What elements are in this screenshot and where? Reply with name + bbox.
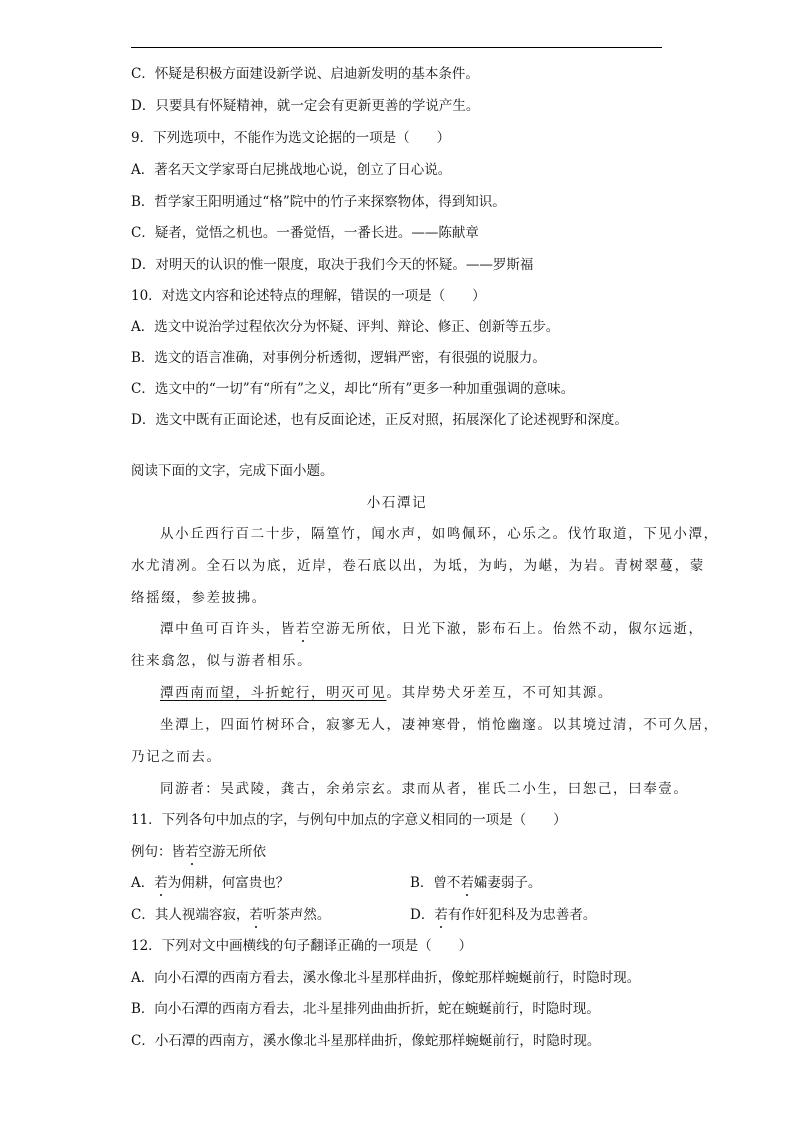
passage-p4-line1: 坐潭上，四面竹树环合，寂寥无人，凄神寒骨，悄怆幽邃。以其境过清，不可久居， bbox=[160, 717, 719, 733]
dotted-char: 若 bbox=[434, 907, 448, 923]
q8-option-c: C．怀疑是积极方面建设新学说、启迪新发明的基本条件。 bbox=[131, 66, 479, 82]
q11-example: 例句：皆若空游无所依 bbox=[131, 844, 266, 860]
passage-p1-line1: 从小丘西行百二十步，隔篁竹，闻水声，如鸣佩环，心乐之。伐竹取道，下见小潭， bbox=[160, 526, 719, 542]
q9-option-c: C．疑者，觉悟之机也。一番觉悟，一番长进。——陈献章 bbox=[131, 225, 479, 241]
q9-stem: 9．下列选项中，不能作为选文论据的一项是（ ） bbox=[131, 130, 451, 146]
q10-option-c: C．选文中的“一切”有“所有”之义，却比“所有”更多一种加重强调的意味。 bbox=[131, 381, 575, 397]
q10-option-a: A．选文中说治学过程依次分为怀疑、评判、辩论、修正、创新等五步。 bbox=[131, 319, 560, 335]
q8-option-d: D．只要具有怀疑精神，就一定会有更新更善的学说产生。 bbox=[131, 98, 480, 114]
passage-p3: 潭西南而望，斗折蛇行，明灭可见。其岸势犬牙差互，不可知其源。 bbox=[160, 685, 613, 701]
header-rule bbox=[131, 47, 662, 48]
underlined-sentence: 潭西南而望，斗折蛇行，明灭可见 bbox=[160, 685, 387, 701]
q12-stem: 12．下列对文中画横线的句子翻译正确的一项是（ ） bbox=[131, 938, 473, 954]
passage-p1-line3: 络摇缀，参差披拂。 bbox=[131, 590, 267, 606]
q12-option-c: C．小石潭的西南方，溪水像北斗星那样曲折，像蛇那样蜿蜒前行，时隐时现。 bbox=[131, 1033, 601, 1049]
q10-option-d: D．选文中既有正面论述，也有反面论述，正反对照，拓展深化了论述视野和深度。 bbox=[131, 412, 628, 428]
q11-option-c: C．其人视端容寂，若听茶声然。 bbox=[131, 907, 331, 923]
dotted-char: 若 bbox=[185, 844, 199, 860]
q11-stem: 11．下列各句中加点的字，与例句中加点的字意义相同的一项是（ ） bbox=[131, 812, 567, 828]
passage-title: 小石潭记 bbox=[366, 495, 428, 511]
passage-p4-line2: 乃记之而去。 bbox=[131, 749, 222, 765]
q12-option-b: B．向小石潭的西南方看去，北斗星排列曲曲折折，蛇在蜿蜒前行，时隐时现。 bbox=[131, 1001, 600, 1017]
q10-stem: 10．对选文内容和论述特点的理解，错误的一项是（ ） bbox=[131, 288, 486, 304]
dotted-char: 若 bbox=[460, 875, 474, 891]
q9-option-b: B．哲学家王阳明通过“格”院中的竹子来探察物体，得到知识。 bbox=[131, 194, 506, 210]
passage-p2-line1: 潭中鱼可百许头，皆若空游无所依，日光下澈，影布石上。佁然不动，俶尔远逝， bbox=[160, 621, 704, 637]
q11-option-d: D．若有作奸犯科及为忠善者。 bbox=[410, 907, 597, 923]
q11-option-b: B．曾不若孀妻弱子。 bbox=[410, 875, 542, 891]
dotted-char: 若 bbox=[295, 621, 312, 637]
q10-option-b: B．选文的语言准确，对事例分析透彻，逻辑严密，有很强的说服力。 bbox=[131, 350, 546, 366]
passage-p5: 同游者：吴武陵，龚古，余弟宗玄。隶而从者，崔氏二小生，曰恕己，曰奉壹。 bbox=[160, 781, 689, 797]
q12-option-a: A．向小石潭的西南方看去，溪水像北斗星那样曲折，像蛇那样蜿蜒前行，时隐时现。 bbox=[131, 970, 641, 986]
passage-p2-line2: 往来翕忽，似与游者相乐。 bbox=[131, 653, 313, 669]
dotted-char: 若 bbox=[249, 907, 263, 923]
passage-p1-line2: 水尤清冽。全石以为底，近岸，卷石底以出，为坻，为屿，为嵁，为岩。青树翠蔓，蒙 bbox=[131, 558, 705, 574]
dotted-char: 若 bbox=[154, 875, 168, 891]
reading-intro: 阅读下面的文字，完成下面小题。 bbox=[131, 463, 334, 479]
q9-option-d: D．对明天的认识的惟一限度，取决于我们今天的怀疑。——罗斯福 bbox=[131, 257, 534, 273]
q11-option-a: A．若为佣耕，何富贵也？ bbox=[131, 875, 290, 891]
q9-option-a: A．著名天文学家哥白尼挑战地心说，创立了日心说。 bbox=[131, 162, 452, 178]
